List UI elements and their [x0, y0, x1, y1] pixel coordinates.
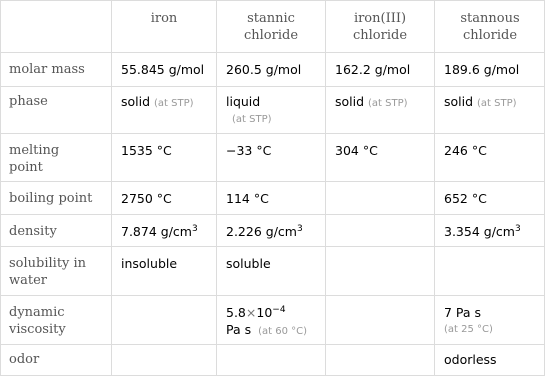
phase-iron-value: solid	[121, 94, 151, 109]
phase-stannic-value: liquid	[226, 94, 261, 109]
viscosity-stannic-note: (at 60 °C)	[258, 326, 308, 337]
viscosity-stannous	[435, 296, 545, 345]
col-header-iron-iii-chloride: iron(III) chloride	[326, 1, 435, 53]
row-label-phase: phase	[1, 87, 112, 134]
density-stannous	[435, 215, 545, 247]
viscosity-stannic-mantissa: 5.8	[226, 305, 246, 320]
header-corner	[1, 1, 112, 53]
molar-mass-iron: 55.845 g/mol	[112, 53, 217, 87]
row-label-viscosity: dynamic viscosity	[1, 296, 112, 345]
col-header-iron: iron	[112, 1, 217, 53]
melting-point-stannic: −33 °C	[217, 134, 326, 182]
odor-stannic	[217, 345, 326, 376]
odor-iron3	[326, 345, 435, 376]
row-label-solubility: solubility in water	[1, 247, 112, 296]
density-iron3	[326, 215, 435, 247]
boiling-point-stannous: 652 °C	[435, 182, 545, 215]
viscosity-stannic-exp: −4	[272, 304, 286, 315]
molar-mass-stannic: 260.5 g/mol	[217, 53, 326, 87]
density-iron-value: 7.874 g/cm	[121, 224, 192, 239]
phase-stannous	[435, 87, 545, 134]
phase-stannous-value: solid	[444, 94, 474, 109]
viscosity-stannous-note: (at 25 °C)	[444, 324, 493, 335]
odor-iron	[112, 345, 217, 376]
melting-point-stannous: 246 °C	[435, 134, 545, 182]
phase-iron-note: (at STP)	[154, 98, 194, 109]
viscosity-stannous-value: 7 Pa s	[444, 305, 482, 320]
density-stannous-value: 3.354 g/cm	[444, 224, 515, 239]
row-label-density: density	[1, 215, 112, 247]
phase-stannous-note: (at STP)	[477, 98, 517, 109]
viscosity-stannic	[217, 296, 326, 345]
viscosity-iron	[112, 296, 217, 345]
viscosity-stannic-number	[226, 304, 325, 321]
density-stannic-value: 2.226 g/cm	[226, 224, 297, 239]
density-iron	[112, 215, 217, 247]
row-label-melting-point: melting point	[1, 134, 112, 182]
molar-mass-iron3: 162.2 g/mol	[326, 53, 435, 87]
row-label-molar-mass: molar mass	[1, 53, 112, 87]
odor-stannous: odorless	[444, 352, 497, 367]
density-iron-exp: 3	[191, 223, 198, 234]
density-stannous-exp: 3	[514, 223, 521, 234]
phase-iron3	[326, 87, 435, 134]
col-header-stannous-chloride: stannous chloride	[435, 1, 545, 53]
viscosity-stannic-times: ×	[245, 305, 257, 320]
viscosity-iron3	[326, 296, 435, 345]
solubility-stannous	[435, 247, 545, 296]
viscosity-stannic-unit-line	[226, 321, 325, 340]
density-stannic	[217, 215, 326, 247]
phase-iron	[112, 87, 217, 134]
solubility-iron3	[326, 247, 435, 296]
col-header-stannic-chloride: stannic chloride	[217, 1, 326, 53]
molar-mass-stannous: 189.6 g/mol	[435, 53, 545, 87]
row-label-odor: odor	[1, 345, 112, 376]
boiling-point-stannic: 114 °C	[217, 182, 326, 215]
phase-iron3-value: solid	[335, 94, 365, 109]
viscosity-stannic-base: 10	[256, 305, 273, 320]
solubility-stannic: soluble	[217, 247, 326, 296]
phase-iron3-note: (at STP)	[368, 98, 408, 109]
solubility-iron: insoluble	[112, 247, 217, 296]
boiling-point-iron3	[326, 182, 435, 215]
boiling-point-iron: 2750 °C	[112, 182, 217, 215]
viscosity-stannic-unit: Pa s	[226, 322, 252, 337]
phase-stannic	[217, 87, 326, 134]
row-label-boiling-point: boiling point	[1, 182, 112, 215]
melting-point-iron3: 304 °C	[326, 134, 435, 182]
density-stannic-exp: 3	[296, 223, 303, 234]
melting-point-iron: 1535 °C	[112, 134, 217, 182]
phase-stannic-note: (at STP)	[232, 114, 272, 125]
